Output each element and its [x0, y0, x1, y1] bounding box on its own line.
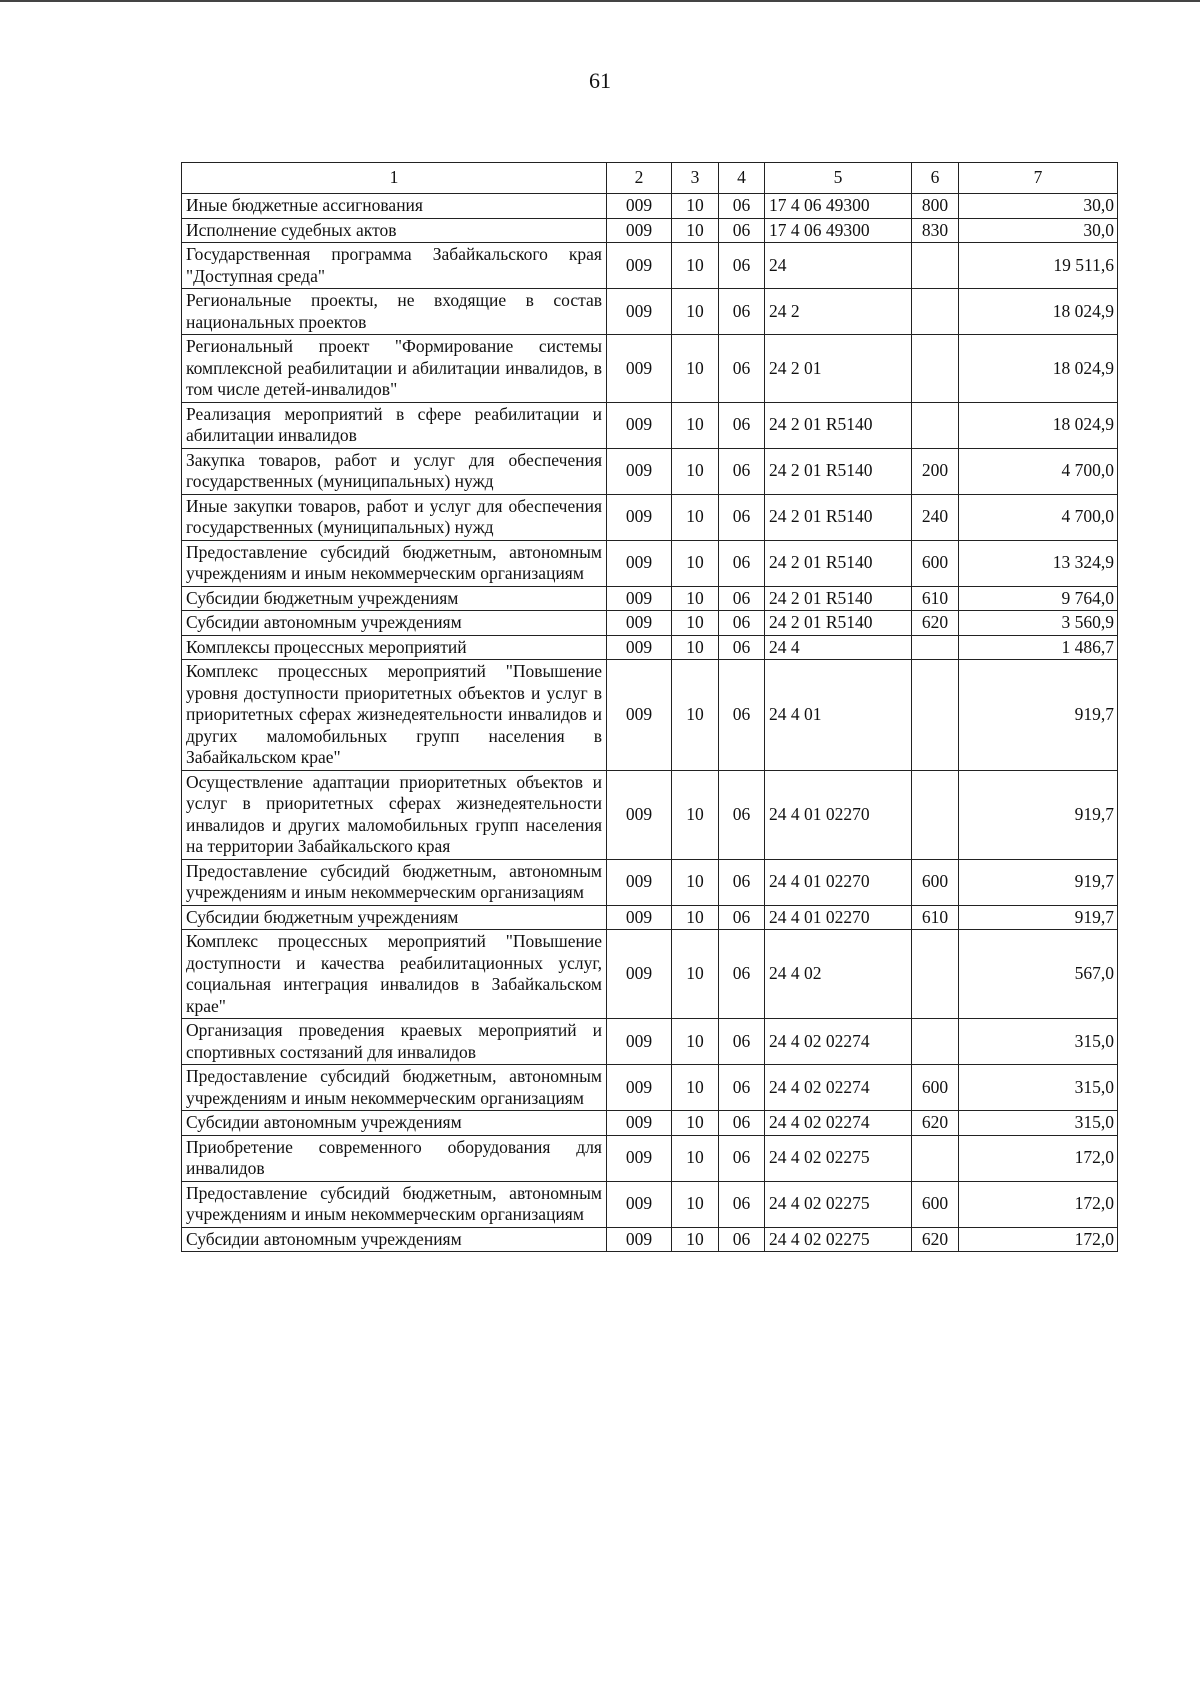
- cell-ministry: 009: [607, 660, 672, 771]
- table-row: [182, 930, 1118, 1019]
- cell-name: Осуществление адаптации приоритетных объектов и услуг в приоритетных сферах жизнедеятельности инвалидов и других маломобильных групп населения на территории Забайкальского края: [182, 770, 607, 859]
- cell-name: Региональный проект "Формирование системы комплексной реабилитации и абилитации инвалидов, в том числе детей-инвалидов": [182, 335, 607, 403]
- cell-section: 10: [672, 1181, 719, 1227]
- cell-sum: 919,7: [959, 660, 1118, 771]
- cell-sum: 30,0: [959, 218, 1118, 243]
- page-number: 61: [589, 68, 611, 93]
- table-row: [182, 243, 1118, 289]
- column-header: 4: [719, 163, 765, 194]
- table-row: [182, 905, 1118, 930]
- cell-sum: 4 700,0: [959, 494, 1118, 540]
- cell-name: Исполнение судебных актов: [182, 218, 607, 243]
- cell-ministry: 009: [607, 611, 672, 636]
- cell-target-article: 24 2 01 R5140: [765, 540, 912, 586]
- cell-subsection: 06: [719, 494, 765, 540]
- cell-section: 10: [672, 905, 719, 930]
- table-header-row: [182, 163, 1118, 194]
- cell-ministry: 009: [607, 448, 672, 494]
- cell-ministry: 009: [607, 289, 672, 335]
- cell-ministry: 009: [607, 335, 672, 403]
- cell-section: 10: [672, 218, 719, 243]
- cell-name: Региональные проекты, не входящие в состав национальных проектов: [182, 289, 607, 335]
- cell-section: 10: [672, 586, 719, 611]
- cell-ministry: 009: [607, 586, 672, 611]
- cell-expense-type: 600: [912, 1181, 959, 1227]
- cell-section: 10: [672, 1111, 719, 1136]
- cell-expense-type: 800: [912, 194, 959, 219]
- table-row: [182, 289, 1118, 335]
- cell-sum: 315,0: [959, 1065, 1118, 1111]
- cell-name: Иные закупки товаров, работ и услуг для обеспечения государственных (муниципальных) нужд: [182, 494, 607, 540]
- cell-expense-type: 600: [912, 1065, 959, 1111]
- cell-target-article: 24 2 01 R5140: [765, 586, 912, 611]
- cell-name: Организация проведения краевых мероприятий и спортивных состязаний для инвалидов: [182, 1019, 607, 1065]
- cell-expense-type: [912, 402, 959, 448]
- cell-section: 10: [672, 1135, 719, 1181]
- cell-subsection: 06: [719, 194, 765, 219]
- cell-subsection: 06: [719, 859, 765, 905]
- cell-name: Государственная программа Забайкальского края "Доступная среда": [182, 243, 607, 289]
- cell-name: Закупка товаров, работ и услуг для обеспечения государственных (муниципальных) нужд: [182, 448, 607, 494]
- cell-expense-type: 600: [912, 859, 959, 905]
- table-row: [182, 1019, 1118, 1065]
- cell-sum: 1 486,7: [959, 635, 1118, 660]
- cell-name: Комплекс процессных мероприятий "Повышение уровня доступности приоритетных объектов и услуг в приоритетных сферах жизнедеятельности инвалидов и других маломобильных групп населения в Забайкальском крае": [182, 660, 607, 771]
- cell-target-article: 24 4 01: [765, 660, 912, 771]
- cell-target-article: 24 4 01 02270: [765, 770, 912, 859]
- table-row: [182, 1135, 1118, 1181]
- cell-subsection: 06: [719, 611, 765, 636]
- cell-subsection: 06: [719, 243, 765, 289]
- cell-expense-type: 830: [912, 218, 959, 243]
- cell-section: 10: [672, 494, 719, 540]
- cell-name: Предоставление субсидий бюджетным, автономным учреждениям и иным некоммерческим организациям: [182, 1181, 607, 1227]
- cell-section: 10: [672, 402, 719, 448]
- column-header: 7: [959, 163, 1118, 194]
- cell-expense-type: 200: [912, 448, 959, 494]
- cell-subsection: 06: [719, 770, 765, 859]
- cell-target-article: 24 2 01: [765, 335, 912, 403]
- cell-sum: 9 764,0: [959, 586, 1118, 611]
- cell-expense-type: [912, 335, 959, 403]
- cell-sum: 172,0: [959, 1135, 1118, 1181]
- cell-expense-type: [912, 635, 959, 660]
- cell-name: Субсидии бюджетным учреждениям: [182, 905, 607, 930]
- cell-expense-type: 610: [912, 905, 959, 930]
- cell-expense-type: [912, 930, 959, 1019]
- cell-target-article: 24 4 02: [765, 930, 912, 1019]
- cell-sum: 919,7: [959, 770, 1118, 859]
- table-row: [182, 1065, 1118, 1111]
- cell-target-article: 24 2 01 R5140: [765, 611, 912, 636]
- cell-section: 10: [672, 770, 719, 859]
- cell-sum: 315,0: [959, 1111, 1118, 1136]
- cell-subsection: 06: [719, 1111, 765, 1136]
- cell-subsection: 06: [719, 1181, 765, 1227]
- cell-sum: 30,0: [959, 194, 1118, 219]
- column-header: 5: [765, 163, 912, 194]
- cell-section: 10: [672, 243, 719, 289]
- cell-section: 10: [672, 930, 719, 1019]
- cell-target-article: 24 4 02 02275: [765, 1227, 912, 1252]
- cell-subsection: 06: [719, 930, 765, 1019]
- cell-ministry: 009: [607, 1227, 672, 1252]
- cell-expense-type: 620: [912, 1111, 959, 1136]
- budget-table: [181, 162, 1118, 1252]
- table-row: [182, 1111, 1118, 1136]
- cell-target-article: 24 4 02 02274: [765, 1019, 912, 1065]
- cell-subsection: 06: [719, 635, 765, 660]
- table-row: [182, 218, 1118, 243]
- cell-name: Предоставление субсидий бюджетным, автономным учреждениям и иным некоммерческим организациям: [182, 1065, 607, 1111]
- cell-expense-type: [912, 1135, 959, 1181]
- cell-target-article: 24 2 01 R5140: [765, 448, 912, 494]
- cell-name: Комплекс процессных мероприятий "Повышение доступности и качества реабилитационных услуг, социальная интеграция инвалидов в Забайкальском крае": [182, 930, 607, 1019]
- cell-ministry: 009: [607, 859, 672, 905]
- cell-target-article: 24: [765, 243, 912, 289]
- table-row: [182, 770, 1118, 859]
- cell-target-article: 24 4 01 02270: [765, 905, 912, 930]
- table-row: [182, 194, 1118, 219]
- cell-target-article: 24 2 01 R5140: [765, 494, 912, 540]
- table-row: [182, 611, 1118, 636]
- cell-name: Субсидии автономным учреждениям: [182, 1227, 607, 1252]
- cell-name: Субсидии автономным учреждениям: [182, 611, 607, 636]
- table-row: [182, 660, 1118, 771]
- table-row: [182, 859, 1118, 905]
- cell-target-article: 24 4 02 02275: [765, 1135, 912, 1181]
- cell-target-article: 17 4 06 49300: [765, 218, 912, 243]
- cell-sum: 19 511,6: [959, 243, 1118, 289]
- column-header: 1: [182, 163, 607, 194]
- cell-expense-type: 620: [912, 1227, 959, 1252]
- cell-subsection: 06: [719, 448, 765, 494]
- cell-sum: 13 324,9: [959, 540, 1118, 586]
- cell-sum: 315,0: [959, 1019, 1118, 1065]
- cell-section: 10: [672, 540, 719, 586]
- cell-ministry: 009: [607, 1111, 672, 1136]
- cell-ministry: 009: [607, 243, 672, 289]
- cell-expense-type: 620: [912, 611, 959, 636]
- cell-ministry: 009: [607, 635, 672, 660]
- cell-ministry: 009: [607, 194, 672, 219]
- cell-name: Предоставление субсидий бюджетным, автономным учреждениям и иным некоммерческим организациям: [182, 859, 607, 905]
- cell-expense-type: 240: [912, 494, 959, 540]
- cell-target-article: 17 4 06 49300: [765, 194, 912, 219]
- cell-target-article: 24 2: [765, 289, 912, 335]
- table-row: [182, 540, 1118, 586]
- table-row: [182, 448, 1118, 494]
- cell-target-article: 24 4 01 02270: [765, 859, 912, 905]
- cell-expense-type: [912, 1019, 959, 1065]
- cell-sum: 919,7: [959, 859, 1118, 905]
- cell-ministry: 009: [607, 494, 672, 540]
- cell-subsection: 06: [719, 540, 765, 586]
- cell-ministry: 009: [607, 770, 672, 859]
- cell-name: Предоставление субсидий бюджетным, автономным учреждениям и иным некоммерческим организациям: [182, 540, 607, 586]
- cell-sum: 172,0: [959, 1227, 1118, 1252]
- cell-ministry: 009: [607, 1019, 672, 1065]
- cell-sum: 4 700,0: [959, 448, 1118, 494]
- cell-section: 10: [672, 635, 719, 660]
- cell-subsection: 06: [719, 335, 765, 403]
- cell-sum: 172,0: [959, 1181, 1118, 1227]
- cell-ministry: 009: [607, 905, 672, 930]
- cell-sum: 567,0: [959, 930, 1118, 1019]
- cell-subsection: 06: [719, 586, 765, 611]
- cell-target-article: 24 4 02 02275: [765, 1181, 912, 1227]
- cell-sum: 3 560,9: [959, 611, 1118, 636]
- cell-target-article: 24 4 02 02274: [765, 1065, 912, 1111]
- column-header: 6: [912, 163, 959, 194]
- cell-name: Субсидии бюджетным учреждениям: [182, 586, 607, 611]
- page-top-border: [0, 0, 1200, 2]
- cell-subsection: 06: [719, 1065, 765, 1111]
- table-row: [182, 586, 1118, 611]
- cell-ministry: 009: [607, 218, 672, 243]
- cell-section: 10: [672, 660, 719, 771]
- cell-ministry: 009: [607, 930, 672, 1019]
- cell-name: Иные бюджетные ассигнования: [182, 194, 607, 219]
- cell-ministry: 009: [607, 540, 672, 586]
- cell-subsection: 06: [719, 905, 765, 930]
- cell-subsection: 06: [719, 660, 765, 771]
- cell-expense-type: [912, 660, 959, 771]
- cell-section: 10: [672, 611, 719, 636]
- cell-expense-type: [912, 770, 959, 859]
- cell-subsection: 06: [719, 1019, 765, 1065]
- cell-expense-type: [912, 289, 959, 335]
- cell-target-article: 24 4 02 02274: [765, 1111, 912, 1136]
- cell-section: 10: [672, 1065, 719, 1111]
- cell-name: Реализация мероприятий в сфере реабилитации и абилитации инвалидов: [182, 402, 607, 448]
- cell-sum: 18 024,9: [959, 402, 1118, 448]
- cell-section: 10: [672, 335, 719, 403]
- cell-section: 10: [672, 289, 719, 335]
- cell-section: 10: [672, 448, 719, 494]
- cell-name: Приобретение современного оборудования для инвалидов: [182, 1135, 607, 1181]
- table-row: [182, 335, 1118, 403]
- cell-sum: 18 024,9: [959, 289, 1118, 335]
- table-row: [182, 402, 1118, 448]
- cell-expense-type: 600: [912, 540, 959, 586]
- cell-subsection: 06: [719, 218, 765, 243]
- cell-subsection: 06: [719, 1135, 765, 1181]
- cell-section: 10: [672, 1019, 719, 1065]
- column-header: 2: [607, 163, 672, 194]
- table-body: [182, 194, 1118, 1252]
- table-row: [182, 1181, 1118, 1227]
- cell-sum: 919,7: [959, 905, 1118, 930]
- cell-ministry: 009: [607, 402, 672, 448]
- cell-name: Субсидии автономным учреждениям: [182, 1111, 607, 1136]
- cell-sum: 18 024,9: [959, 335, 1118, 403]
- cell-subsection: 06: [719, 289, 765, 335]
- table-row: [182, 494, 1118, 540]
- table-row: [182, 1227, 1118, 1252]
- table-row: [182, 635, 1118, 660]
- cell-subsection: 06: [719, 402, 765, 448]
- cell-ministry: 009: [607, 1065, 672, 1111]
- cell-section: 10: [672, 859, 719, 905]
- cell-target-article: 24 2 01 R5140: [765, 402, 912, 448]
- column-header: 3: [672, 163, 719, 194]
- cell-section: 10: [672, 194, 719, 219]
- cell-ministry: 009: [607, 1181, 672, 1227]
- cell-name: Комплексы процессных мероприятий: [182, 635, 607, 660]
- cell-expense-type: [912, 243, 959, 289]
- cell-target-article: 24 4: [765, 635, 912, 660]
- cell-expense-type: 610: [912, 586, 959, 611]
- cell-section: 10: [672, 1227, 719, 1252]
- cell-subsection: 06: [719, 1227, 765, 1252]
- cell-ministry: 009: [607, 1135, 672, 1181]
